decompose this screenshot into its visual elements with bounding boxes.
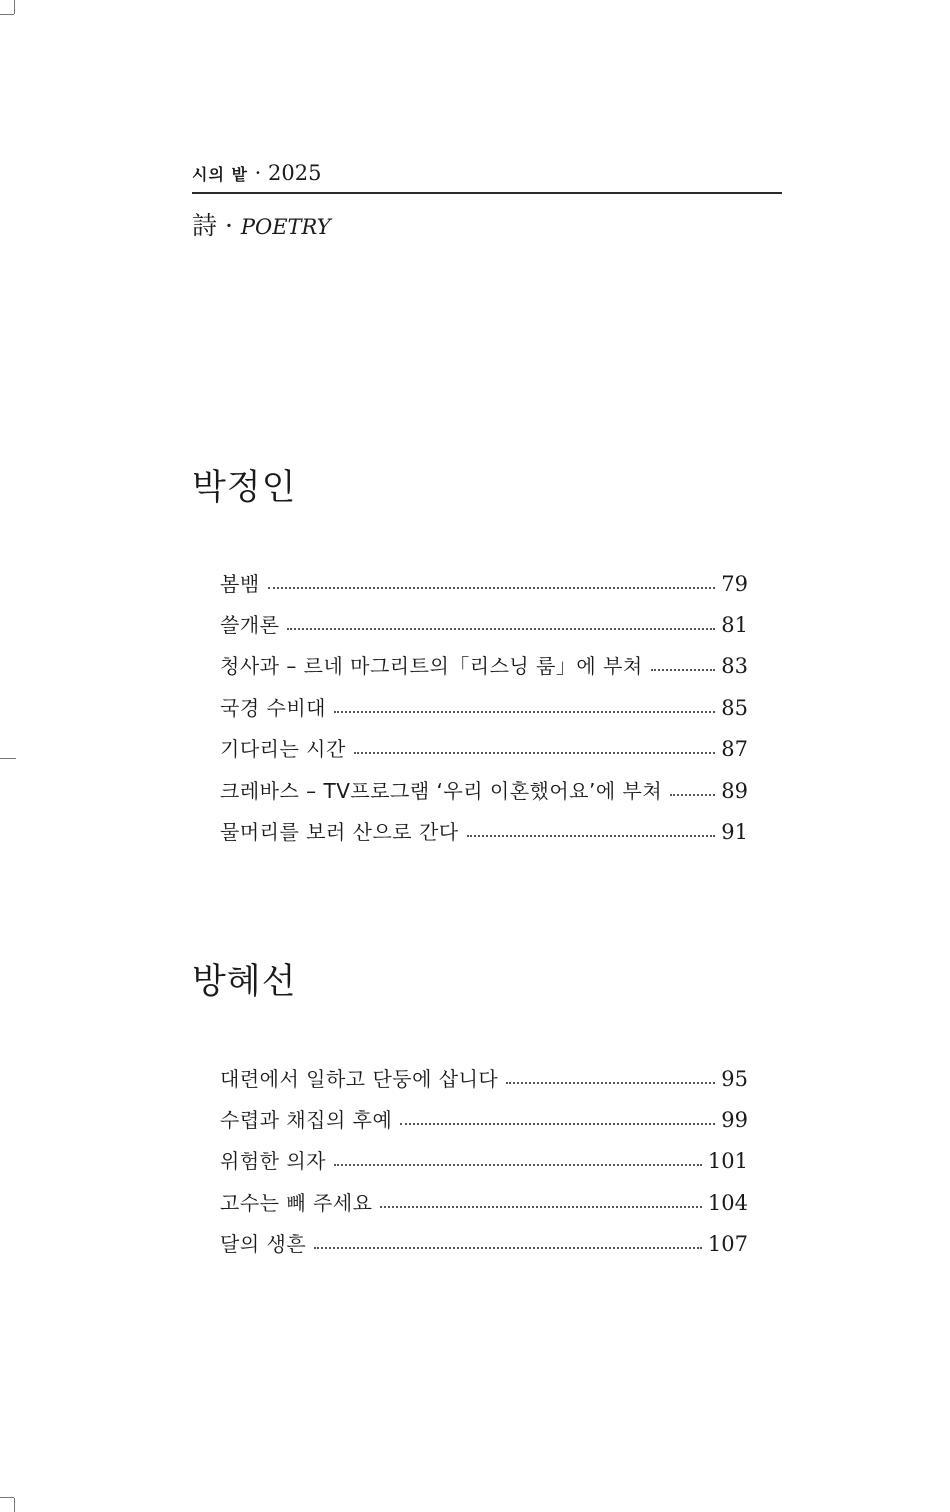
dot-leader <box>334 1163 702 1166</box>
crop-mark-top-left <box>0 14 14 15</box>
dot-leader <box>334 710 715 713</box>
toc-entry[interactable] <box>220 1146 748 1176</box>
author-section <box>192 960 752 1256</box>
toc-page-number: 99 <box>721 1108 748 1132</box>
toc-page-number: 95 <box>721 1067 748 1091</box>
toc-entry[interactable] <box>220 1229 748 1259</box>
toc-title: 수렵과 채집의 후예 <box>220 1108 393 1132</box>
toc-entry[interactable] <box>220 734 748 764</box>
toc-entry[interactable] <box>220 651 748 681</box>
toc-title: 고수는 빼 주세요 <box>220 1191 373 1215</box>
section-label <box>192 206 331 242</box>
dot-leader <box>287 627 715 630</box>
dot-leader <box>268 586 716 589</box>
toc-entry[interactable] <box>220 1105 748 1135</box>
dot-leader <box>380 1205 701 1208</box>
toc-title: 물머리를 보러 산으로 간다 <box>220 820 459 844</box>
toc-entry[interactable] <box>220 1064 748 1094</box>
crop-mark-top-left <box>14 0 15 14</box>
toc-page-number: 83 <box>721 654 748 678</box>
toc-page-number: 87 <box>721 737 748 761</box>
toc-title: 달의 생흔 <box>220 1232 307 1256</box>
toc-entry[interactable] <box>220 1188 748 1218</box>
author-name: 박정인 <box>192 468 297 508</box>
toc-page-number: 89 <box>721 779 748 803</box>
dot-leader <box>467 834 716 837</box>
section-hanja: 詩 <box>192 211 218 240</box>
toc-title: 청사과 – 르네 마그리트의「리스닝 룸」에 부쳐 <box>220 654 643 678</box>
section-english: POETRY <box>240 215 331 239</box>
author-name: 방혜선 <box>192 962 297 1002</box>
toc-title: 봄뱀 <box>220 572 260 596</box>
journal-name: 시의 밭 <box>192 165 248 184</box>
author-section <box>192 466 752 844</box>
dot-leader <box>670 793 715 796</box>
toc-entry[interactable] <box>220 569 748 599</box>
journal-year: 2025 <box>267 161 322 185</box>
section-separator: · <box>217 211 241 240</box>
toc-entry[interactable] <box>220 610 748 640</box>
toc-title: 국경 수비대 <box>220 696 326 720</box>
toc-page-number: 101 <box>707 1149 748 1173</box>
toc-title: 위험한 의자 <box>220 1149 326 1173</box>
toc-page-number: 79 <box>721 572 748 596</box>
toc-entry[interactable] <box>220 776 748 806</box>
toc-title: 크레바스 – TV프로그램 ‘우리 이혼했어요’에 부쳐 <box>220 779 663 803</box>
header-separator: · <box>247 161 268 185</box>
crop-mark-bottom-left <box>14 1498 15 1512</box>
journal-line <box>192 158 782 190</box>
toc-title: 쓸개론 <box>220 613 280 637</box>
toc-title: 기다리는 시간 <box>220 737 346 761</box>
running-header <box>192 158 782 240</box>
toc-page-number: 104 <box>707 1191 748 1215</box>
dot-leader <box>400 1122 715 1125</box>
toc-page-number: 85 <box>721 696 748 720</box>
dot-leader <box>651 668 716 671</box>
toc-title: 대련에서 일하고 단둥에 삽니다 <box>220 1067 499 1091</box>
toc-page-number: 107 <box>707 1232 748 1256</box>
header-rule <box>192 192 782 194</box>
toc-page-number: 81 <box>721 613 748 637</box>
crop-mark-bottom-left <box>0 1497 14 1498</box>
toc-entry[interactable] <box>220 693 748 723</box>
dot-leader <box>506 1081 715 1084</box>
crop-mark-middle-left <box>0 758 16 759</box>
dot-leader <box>354 751 715 754</box>
dot-leader <box>314 1246 702 1249</box>
toc-entry[interactable] <box>220 817 748 847</box>
toc-page-number: 91 <box>721 820 748 844</box>
